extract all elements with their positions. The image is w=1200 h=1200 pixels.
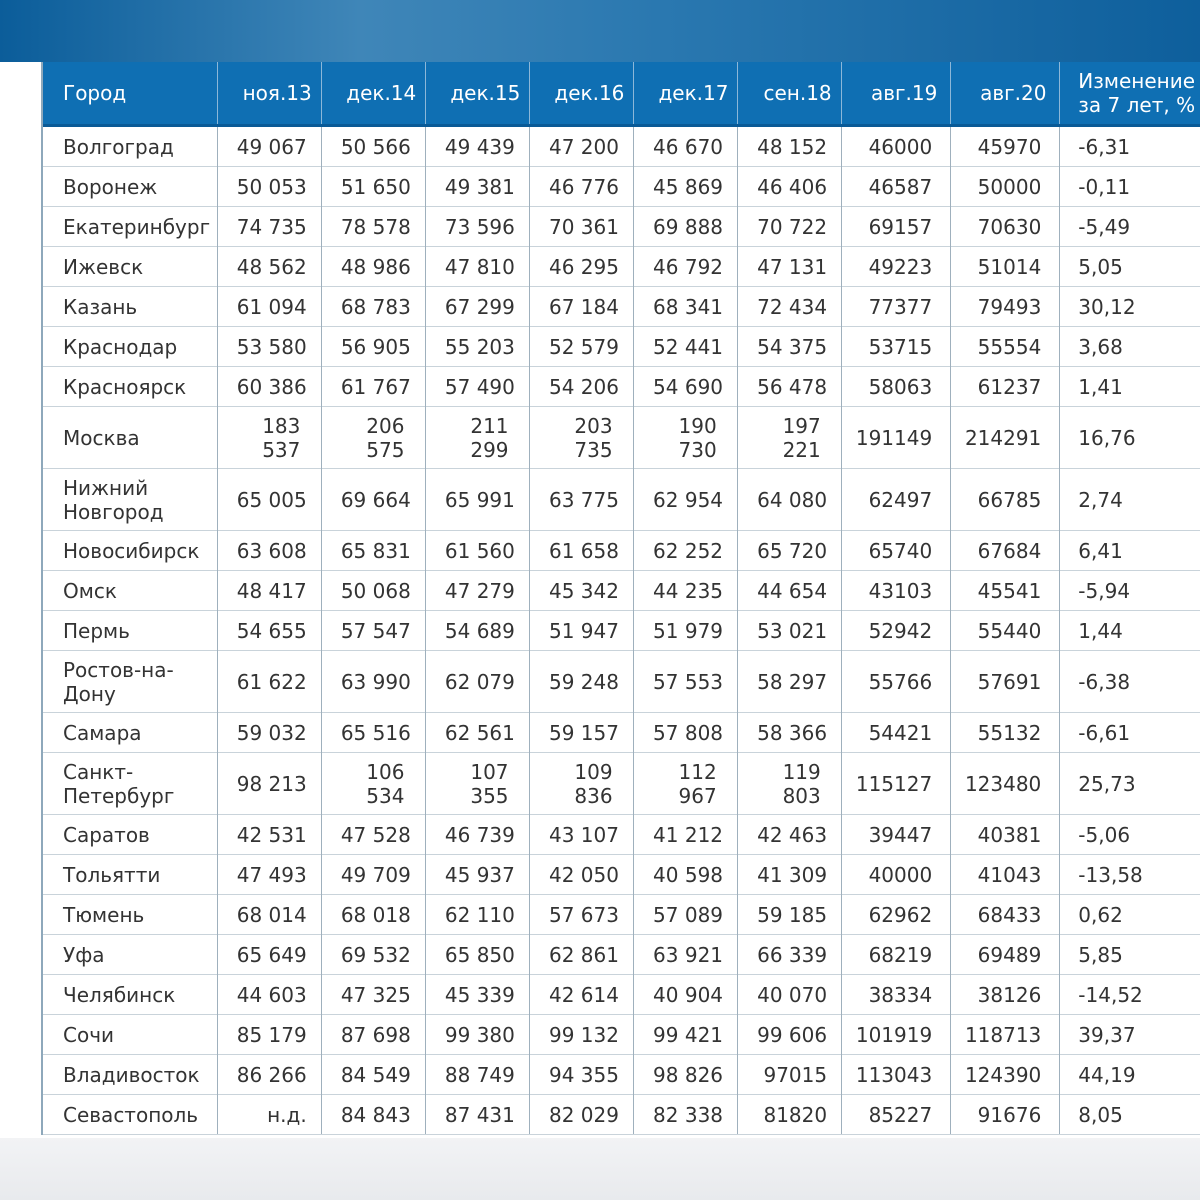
value-cell: 57 547	[321, 611, 425, 651]
wrapped-value: 106	[366, 759, 411, 784]
wrapped-value: 112	[678, 759, 724, 784]
value-cell: 68 014	[217, 895, 321, 935]
value-cell: 124390	[951, 1055, 1060, 1095]
value-cell: 45 937	[425, 855, 529, 895]
table-row	[43, 247, 1200, 287]
value-cell: 45 339	[425, 975, 529, 1015]
city-cell: Красноярск	[43, 367, 217, 407]
value-cell: 45 869	[633, 167, 737, 207]
value-cell: 65 850	[425, 935, 529, 975]
value-cell: 81820	[738, 1095, 842, 1135]
column-header: ноя.13	[217, 62, 321, 126]
city-cell: Москва	[43, 407, 217, 469]
value-cell: 55554	[951, 327, 1060, 367]
value-cell: 65 831	[321, 531, 425, 571]
value-cell: 61 560	[425, 531, 529, 571]
value-cell: 48 417	[217, 571, 321, 611]
wrapped-value: 299	[470, 437, 515, 462]
value-cell: 43 107	[529, 815, 633, 855]
value-cell: 99 606	[738, 1015, 842, 1055]
table-row	[43, 651, 1200, 713]
value-cell: 47 279	[425, 571, 529, 611]
value-cell: 99 380	[425, 1015, 529, 1055]
change-cell: 1,44	[1060, 611, 1200, 651]
value-cell: 82 029	[529, 1095, 633, 1135]
table-header	[43, 62, 1200, 126]
column-header: дек.14	[321, 62, 425, 126]
value-cell: 48 562	[217, 247, 321, 287]
value-cell: 49 709	[321, 855, 425, 895]
value-cell: 101919	[842, 1015, 951, 1055]
value-cell: 62 561	[425, 713, 529, 753]
change-cell: -5,06	[1060, 815, 1200, 855]
value-cell: 58 366	[738, 713, 842, 753]
value-cell: 50 068	[321, 571, 425, 611]
value-cell: 69157	[842, 207, 951, 247]
value-cell: 61237	[951, 367, 1060, 407]
wrapped-value: 190	[678, 413, 724, 438]
value-cell: 51 650	[321, 167, 425, 207]
value-cell: 40 598	[633, 855, 737, 895]
wrapped-value: 206	[366, 413, 411, 438]
value-cell: 40000	[842, 855, 951, 895]
change-cell: 39,37	[1060, 1015, 1200, 1055]
column-header: дек.17	[633, 62, 737, 126]
value-cell: 53715	[842, 327, 951, 367]
value-cell: 61 658	[529, 531, 633, 571]
value-cell: 40381	[951, 815, 1060, 855]
wrapped-value: 197	[782, 413, 828, 438]
value-cell: 94 355	[529, 1055, 633, 1095]
value-cell: 98 826	[633, 1055, 737, 1095]
value-cell: 40 070	[738, 975, 842, 1015]
value-cell: 55766	[842, 651, 951, 713]
value-cell: 69 888	[633, 207, 737, 247]
value-cell: 61 767	[321, 367, 425, 407]
value-cell: 59 248	[529, 651, 633, 713]
value-cell	[529, 753, 633, 815]
value-cell: 54 689	[425, 611, 529, 651]
table-row	[43, 1095, 1200, 1135]
wrapped-value: 967	[678, 783, 724, 808]
value-cell: 53 021	[738, 611, 842, 651]
change-cell: 5,85	[1060, 935, 1200, 975]
value-cell: 62 110	[425, 895, 529, 935]
city-cell: Сочи	[43, 1015, 217, 1055]
value-cell: 48 986	[321, 247, 425, 287]
value-cell: 41 212	[633, 815, 737, 855]
value-cell: 57691	[951, 651, 1060, 713]
value-cell: 46 295	[529, 247, 633, 287]
table-row	[43, 287, 1200, 327]
value-cell: 54421	[842, 713, 951, 753]
table-row	[43, 367, 1200, 407]
value-cell: 65 516	[321, 713, 425, 753]
change-cell: -6,38	[1060, 651, 1200, 713]
value-cell: 51 947	[529, 611, 633, 651]
value-cell: 79493	[951, 287, 1060, 327]
city-cell: Саратов	[43, 815, 217, 855]
salary-table-container	[41, 62, 1200, 1135]
column-header: сен.18	[738, 62, 842, 126]
change-cell: 44,19	[1060, 1055, 1200, 1095]
value-cell: 73 596	[425, 207, 529, 247]
value-cell: 40 904	[633, 975, 737, 1015]
value-cell: 46 792	[633, 247, 737, 287]
value-cell: 42 050	[529, 855, 633, 895]
value-cell: 55 203	[425, 327, 529, 367]
value-cell: 44 235	[633, 571, 737, 611]
table-row	[43, 815, 1200, 855]
value-cell: 66 339	[738, 935, 842, 975]
value-cell: 82 338	[633, 1095, 737, 1135]
city-cell: Ростов-на-Дону	[43, 651, 217, 713]
value-cell: 53 580	[217, 327, 321, 367]
value-cell: 72 434	[738, 287, 842, 327]
value-cell: 191149	[842, 407, 951, 469]
value-cell: 63 990	[321, 651, 425, 713]
value-cell: 65 991	[425, 469, 529, 531]
value-cell: 69489	[951, 935, 1060, 975]
value-cell: 88 749	[425, 1055, 529, 1095]
value-cell: 46 670	[633, 126, 737, 167]
value-cell: 65 649	[217, 935, 321, 975]
value-cell: 47 528	[321, 815, 425, 855]
value-cell: 62962	[842, 895, 951, 935]
value-cell: 69 664	[321, 469, 425, 531]
wrapped-value: 211	[470, 413, 515, 438]
value-cell: 46 776	[529, 167, 633, 207]
value-cell: 86 266	[217, 1055, 321, 1095]
value-cell: 70 722	[738, 207, 842, 247]
value-cell	[321, 753, 425, 815]
value-cell: 85227	[842, 1095, 951, 1135]
table-row	[43, 469, 1200, 531]
table-row	[43, 753, 1200, 815]
table-row	[43, 327, 1200, 367]
value-cell: 118713	[951, 1015, 1060, 1055]
value-cell: 91676	[951, 1095, 1060, 1135]
change-cell: -0,11	[1060, 167, 1200, 207]
value-cell: 99 132	[529, 1015, 633, 1055]
value-cell: 50 053	[217, 167, 321, 207]
value-cell: 52 579	[529, 327, 633, 367]
value-cell: 77377	[842, 287, 951, 327]
value-cell: 84 843	[321, 1095, 425, 1135]
table-row	[43, 167, 1200, 207]
city-cell: Волгоград	[43, 126, 217, 167]
value-cell: 65740	[842, 531, 951, 571]
city-cell: Новосибирск	[43, 531, 217, 571]
value-cell: 65 005	[217, 469, 321, 531]
value-cell: 49 381	[425, 167, 529, 207]
change-cell: 3,68	[1060, 327, 1200, 367]
value-cell: 54 690	[633, 367, 737, 407]
city-cell: Челябинск	[43, 975, 217, 1015]
value-cell: 65 720	[738, 531, 842, 571]
value-cell: 78 578	[321, 207, 425, 247]
value-cell	[425, 753, 529, 815]
city-cell: Краснодар	[43, 327, 217, 367]
value-cell: 87 698	[321, 1015, 425, 1055]
city-cell: Екатеринбург	[43, 207, 217, 247]
value-cell: 49223	[842, 247, 951, 287]
value-cell: 50 566	[321, 126, 425, 167]
value-cell: 62497	[842, 469, 951, 531]
table-row	[43, 895, 1200, 935]
value-cell: 66785	[951, 469, 1060, 531]
value-cell: 68 341	[633, 287, 737, 327]
city-cell: Пермь	[43, 611, 217, 651]
column-header: Изменение за 7 лет, %	[1060, 62, 1200, 126]
change-cell: 25,73	[1060, 753, 1200, 815]
value-cell: 47 200	[529, 126, 633, 167]
wrapped-value: 107	[470, 759, 515, 784]
value-cell: 46 406	[738, 167, 842, 207]
table-row	[43, 207, 1200, 247]
value-cell: 68219	[842, 935, 951, 975]
value-cell: 42 614	[529, 975, 633, 1015]
value-cell: 45970	[951, 126, 1060, 167]
change-cell: 1,41	[1060, 367, 1200, 407]
change-cell: 2,74	[1060, 469, 1200, 531]
table-row	[43, 531, 1200, 571]
wrapped-value: 119	[782, 759, 828, 784]
city-cell: Нижний Новгород	[43, 469, 217, 531]
value-cell: 62 861	[529, 935, 633, 975]
value-cell: 45541	[951, 571, 1060, 611]
table-row	[43, 1055, 1200, 1095]
change-cell: 30,12	[1060, 287, 1200, 327]
value-cell: 61 094	[217, 287, 321, 327]
city-cell: Воронеж	[43, 167, 217, 207]
value-cell: 49 067	[217, 126, 321, 167]
value-cell: 99 421	[633, 1015, 737, 1055]
value-cell	[529, 407, 633, 469]
city-cell: Севастополь	[43, 1095, 217, 1135]
value-cell: 214291	[951, 407, 1060, 469]
change-cell: 5,05	[1060, 247, 1200, 287]
value-cell: 115127	[842, 753, 951, 815]
table-row	[43, 407, 1200, 469]
column-header: Город	[43, 62, 217, 126]
value-cell: 50000	[951, 167, 1060, 207]
value-cell: 57 089	[633, 895, 737, 935]
value-cell: 55132	[951, 713, 1060, 753]
city-cell: Казань	[43, 287, 217, 327]
change-cell: 8,05	[1060, 1095, 1200, 1135]
value-cell: 57 490	[425, 367, 529, 407]
column-header: дек.15	[425, 62, 529, 126]
header-row	[43, 62, 1200, 126]
value-cell: 54 206	[529, 367, 633, 407]
value-cell: 48 152	[738, 126, 842, 167]
city-cell: Уфа	[43, 935, 217, 975]
value-cell: 62 252	[633, 531, 737, 571]
city-cell: Ижевск	[43, 247, 217, 287]
value-cell: 56 478	[738, 367, 842, 407]
wrapped-value: 803	[782, 783, 828, 808]
value-cell: 62 954	[633, 469, 737, 531]
value-cell: 57 553	[633, 651, 737, 713]
value-cell: 54 655	[217, 611, 321, 651]
value-cell: 45 342	[529, 571, 633, 611]
value-cell: 42 531	[217, 815, 321, 855]
column-header: авг.20	[951, 62, 1060, 126]
change-cell: -13,58	[1060, 855, 1200, 895]
value-cell: 113043	[842, 1055, 951, 1095]
value-cell: 67 299	[425, 287, 529, 327]
value-cell: 44 654	[738, 571, 842, 611]
city-cell: Омск	[43, 571, 217, 611]
value-cell: 46000	[842, 126, 951, 167]
value-cell	[738, 753, 842, 815]
value-cell: 63 921	[633, 935, 737, 975]
change-cell: -14,52	[1060, 975, 1200, 1015]
change-cell: -5,94	[1060, 571, 1200, 611]
column-header: дек.16	[529, 62, 633, 126]
value-cell: 69 532	[321, 935, 425, 975]
value-cell: 51014	[951, 247, 1060, 287]
value-cell: 52 441	[633, 327, 737, 367]
value-cell: 58 297	[738, 651, 842, 713]
column-header: авг.19	[842, 62, 951, 126]
change-cell: -5,49	[1060, 207, 1200, 247]
wrapped-value: 836	[574, 783, 619, 808]
value-cell: 49 439	[425, 126, 529, 167]
value-cell	[425, 407, 529, 469]
bottom-fade	[0, 1138, 1200, 1200]
value-cell	[321, 407, 425, 469]
wrapped-value: 534	[366, 783, 411, 808]
change-cell: 16,76	[1060, 407, 1200, 469]
value-cell: 62 079	[425, 651, 529, 713]
table-body	[43, 126, 1200, 1135]
value-cell: 46587	[842, 167, 951, 207]
value-cell: 60 386	[217, 367, 321, 407]
change-cell: 6,41	[1060, 531, 1200, 571]
value-cell: 68433	[951, 895, 1060, 935]
value-cell: 67684	[951, 531, 1060, 571]
change-cell: -6,61	[1060, 713, 1200, 753]
table-row	[43, 571, 1200, 611]
city-cell: Самара	[43, 713, 217, 753]
value-cell: 57 673	[529, 895, 633, 935]
value-cell: 47 810	[425, 247, 529, 287]
table-row	[43, 611, 1200, 651]
value-cell: 74 735	[217, 207, 321, 247]
value-cell: 46 739	[425, 815, 529, 855]
value-cell: 59 157	[529, 713, 633, 753]
value-cell: 123480	[951, 753, 1060, 815]
value-cell: 58063	[842, 367, 951, 407]
value-cell: 55440	[951, 611, 1060, 651]
value-cell: 44 603	[217, 975, 321, 1015]
value-cell: 57 808	[633, 713, 737, 753]
table-row	[43, 713, 1200, 753]
wrapped-value: 735	[574, 437, 619, 462]
value-cell	[738, 407, 842, 469]
wrapped-value: 183	[262, 413, 307, 438]
value-cell: 63 608	[217, 531, 321, 571]
table-row	[43, 855, 1200, 895]
value-cell: 84 549	[321, 1055, 425, 1095]
value-cell	[633, 753, 737, 815]
wrapped-value: 203	[574, 413, 619, 438]
wrapped-value: 730	[678, 437, 724, 462]
salary-table	[43, 62, 1200, 1135]
table-row	[43, 975, 1200, 1015]
wrapped-value: 109	[574, 759, 619, 784]
value-cell: 85 179	[217, 1015, 321, 1055]
value-cell: 63 775	[529, 469, 633, 531]
value-cell: 97015	[738, 1055, 842, 1095]
city-cell: Санкт-Петербург	[43, 753, 217, 815]
wrapped-value: 221	[782, 437, 828, 462]
value-cell: 41043	[951, 855, 1060, 895]
value-cell: 59 032	[217, 713, 321, 753]
city-cell: Тольятти	[43, 855, 217, 895]
value-cell: 56 905	[321, 327, 425, 367]
value-cell: 38126	[951, 975, 1060, 1015]
top-banner	[0, 0, 1200, 62]
wrapped-value: 355	[470, 783, 515, 808]
value-cell: 64 080	[738, 469, 842, 531]
value-cell: 51 979	[633, 611, 737, 651]
value-cell: н.д.	[217, 1095, 321, 1135]
value-cell: 52942	[842, 611, 951, 651]
table-row	[43, 126, 1200, 167]
value-cell: 47 131	[738, 247, 842, 287]
value-cell: 68 783	[321, 287, 425, 327]
value-cell: 70 361	[529, 207, 633, 247]
city-cell: Тюмень	[43, 895, 217, 935]
value-cell: 70630	[951, 207, 1060, 247]
wrapped-value: 575	[366, 437, 411, 462]
value-cell: 47 493	[217, 855, 321, 895]
value-cell: 61 622	[217, 651, 321, 713]
value-cell: 87 431	[425, 1095, 529, 1135]
value-cell: 59 185	[738, 895, 842, 935]
value-cell	[217, 407, 321, 469]
value-cell: 43103	[842, 571, 951, 611]
value-cell: 42 463	[738, 815, 842, 855]
value-cell: 38334	[842, 975, 951, 1015]
value-cell: 67 184	[529, 287, 633, 327]
value-cell: 41 309	[738, 855, 842, 895]
value-cell: 39447	[842, 815, 951, 855]
value-cell: 47 325	[321, 975, 425, 1015]
wrapped-value: 537	[262, 437, 307, 462]
value-cell	[633, 407, 737, 469]
value-cell: 54 375	[738, 327, 842, 367]
value-cell: 98 213	[217, 753, 321, 815]
table-row	[43, 1015, 1200, 1055]
value-cell: 68 018	[321, 895, 425, 935]
change-cell: 0,62	[1060, 895, 1200, 935]
table-row	[43, 935, 1200, 975]
city-cell: Владивосток	[43, 1055, 217, 1095]
change-cell: -6,31	[1060, 126, 1200, 167]
